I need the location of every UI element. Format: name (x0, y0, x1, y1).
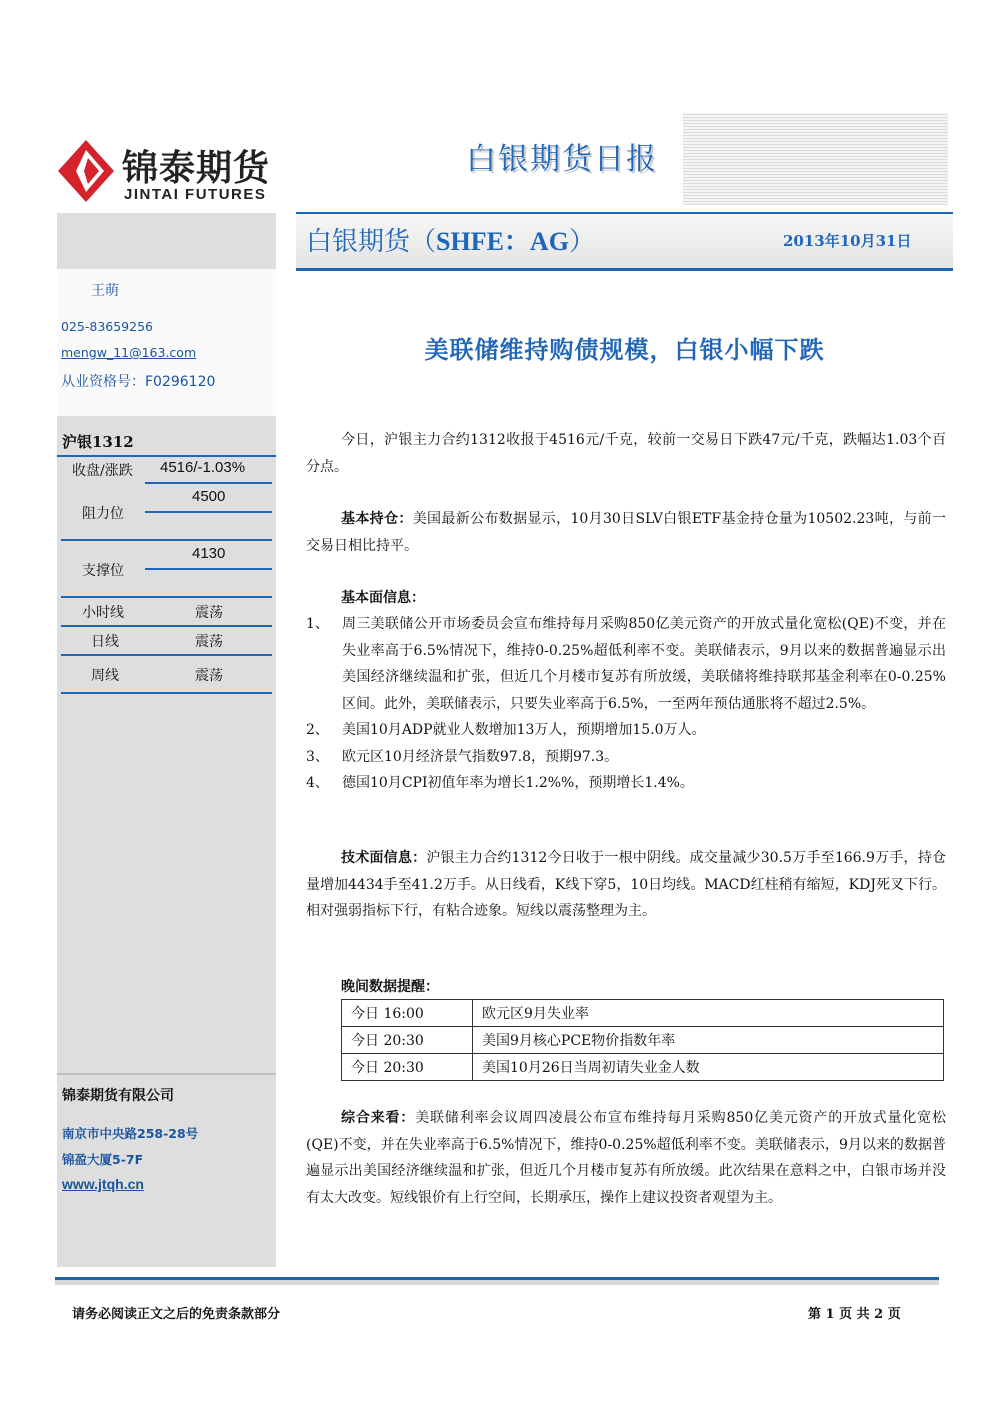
summary-label: 综合来看： (341, 1110, 416, 1126)
divider (61, 625, 272, 627)
brand-name-cn: 锦泰期货 (122, 148, 271, 189)
divider (61, 596, 272, 598)
footer-shade (55, 1280, 939, 1285)
brand-name-en: JINTAI FUTURES (124, 186, 267, 203)
divider (61, 654, 272, 656)
analyst-name: 王萌 (91, 283, 119, 299)
list-item: 1、 周三美联储公开市场委员会宣布维持每月采购850亿美元资产的开放式量化宽松(QE)不变，并在失业率高于6.5%情况下，维持0-0.25%超低利率不变。美联储表示，9月以来的数据普遍显示出美国经济继续温和扩张，但近几个月楼市复苏有所放缓，美联储将维持联邦基金利率在0-0.25%区间。此外，美联储表示，只要失业率高于6.5%，一至两年预估通胀将不超过2.5%。 (306, 616, 946, 712)
row-value-weekly: 震荡 (195, 668, 223, 684)
company-website-link[interactable]: www.jtqh.cn (62, 1176, 144, 1192)
divider (61, 692, 272, 694)
contract-name: 沪银1312 (62, 433, 134, 451)
page-number: 第 1 页 共 2 页 (808, 1307, 901, 1322)
holdings-label: 基本持仓： (341, 511, 413, 527)
analyst-phone: 025-83659256 (61, 319, 153, 334)
row-value-daily: 震荡 (195, 634, 223, 650)
header-shade (683, 113, 948, 205)
row-label-daily: 日线 (91, 634, 119, 650)
row-label-hourly: 小时线 (82, 605, 124, 621)
divider (145, 568, 272, 570)
company-address-line2: 锦盈大厦5-7F (62, 1152, 144, 1167)
sidebar-contact-panel (57, 269, 276, 416)
analyst-license: 从业资格号：F0296120 (61, 374, 216, 390)
technical-paragraph (306, 845, 946, 925)
list-item: 4、 德国10月CPI初值年率为增长1.2%%，预期增长1.4%。 (306, 775, 694, 791)
report-title: 白银期货日报 (466, 142, 658, 177)
fundamentals-label: 基本面信息： (341, 590, 425, 606)
intro-paragraph: 今日，沪银主力合约1312收报于4516元/千克，较前一交易日下跌47元/千克，跌幅达1.03个百分点。 (306, 432, 946, 475)
summary-text: 美联储利率会议周四凌晨公布宣布维持每月采购850亿美元资产的开放式量化宽松(QE)不变，并在失业率高于6.5%情况下，维持0-0.25%超低利率不变。美联储表示，9月以来的数据普遍显示出美国经济继续温和扩张，但近几个月楼市复苏有所放缓。此次结果在意料之中，白银市场并没有太大改变。短线银价有上行空间，长期承压，操作上建议投资者观望为主。 (306, 1110, 946, 1206)
table-row: 今日 20:30 美国9月核心PCE物价指数年率 (342, 1027, 944, 1054)
row-value-hourly: 震荡 (195, 605, 223, 621)
fundamentals-list (306, 611, 946, 797)
divider (57, 1073, 276, 1075)
row-value-close: 4516/-1.03% (160, 459, 246, 476)
divider (57, 455, 276, 457)
headline: 美联储维持购债规模，白银小幅下跌 (424, 336, 825, 364)
company-name: 锦泰期货有限公司 (62, 1088, 174, 1104)
evening-data-title: 晚间数据提醒： (341, 979, 439, 995)
divider (61, 539, 272, 541)
list-item: 2、 美国10月ADP就业人数增加13万人，预期增加15.0万人。 (306, 722, 706, 738)
jintai-logo-icon (58, 140, 114, 202)
holdings-text: 美国最新公布数据显示，10月30日SLV白银ETF基金持仓量为10502.23吨，与前一交易日相比持平。 (306, 511, 947, 554)
report-date: 2013年10月31日 (783, 232, 912, 250)
row-label-close: 收盘/涨跌 (72, 463, 133, 479)
band-title: 白银期货（SHFE：AG） (306, 227, 595, 257)
row-value-support: 4130 (192, 545, 226, 562)
divider (145, 482, 272, 484)
divider (145, 511, 272, 513)
evening-data-table (341, 999, 944, 1081)
disclaimer-note: 请务必阅读正文之后的免责条款部分 (72, 1307, 281, 1322)
row-label-weekly: 周线 (91, 668, 119, 684)
band-title-code: SHFE：AG (436, 227, 569, 256)
table-row: 今日 16:00 欧元区9月失业率 (342, 1000, 944, 1027)
table-row: 今日 20:30 美国10月26日当周初请失业金人数 (342, 1054, 944, 1081)
row-label-support: 支撑位 (82, 563, 124, 579)
summary-paragraph (306, 1105, 946, 1211)
analyst-email-link[interactable]: mengw_11@163.com (61, 345, 197, 360)
company-address-line1: 南京市中央路258-28号 (62, 1126, 199, 1141)
technical-text: 沪银主力合约1312今日收于一根中阴线。成交量减少30.5万手至166.9万手，持仓量增加4434手至41.2万手。从日线看，K线下穿5，10日均线。MACD红柱稍有缩短，KDJ死叉下行。相对强弱指标下行，有粘合迹象。短线以震荡整理为主。 (306, 850, 947, 919)
holdings-paragraph (306, 506, 946, 559)
technical-label: 技术面信息： (341, 850, 427, 866)
list-item: 3、 欧元区10月经济景气指数97.8，预期97.3。 (306, 748, 619, 765)
row-label-resistance: 阻力位 (82, 506, 124, 522)
row-value-resistance: 4500 (192, 488, 226, 505)
